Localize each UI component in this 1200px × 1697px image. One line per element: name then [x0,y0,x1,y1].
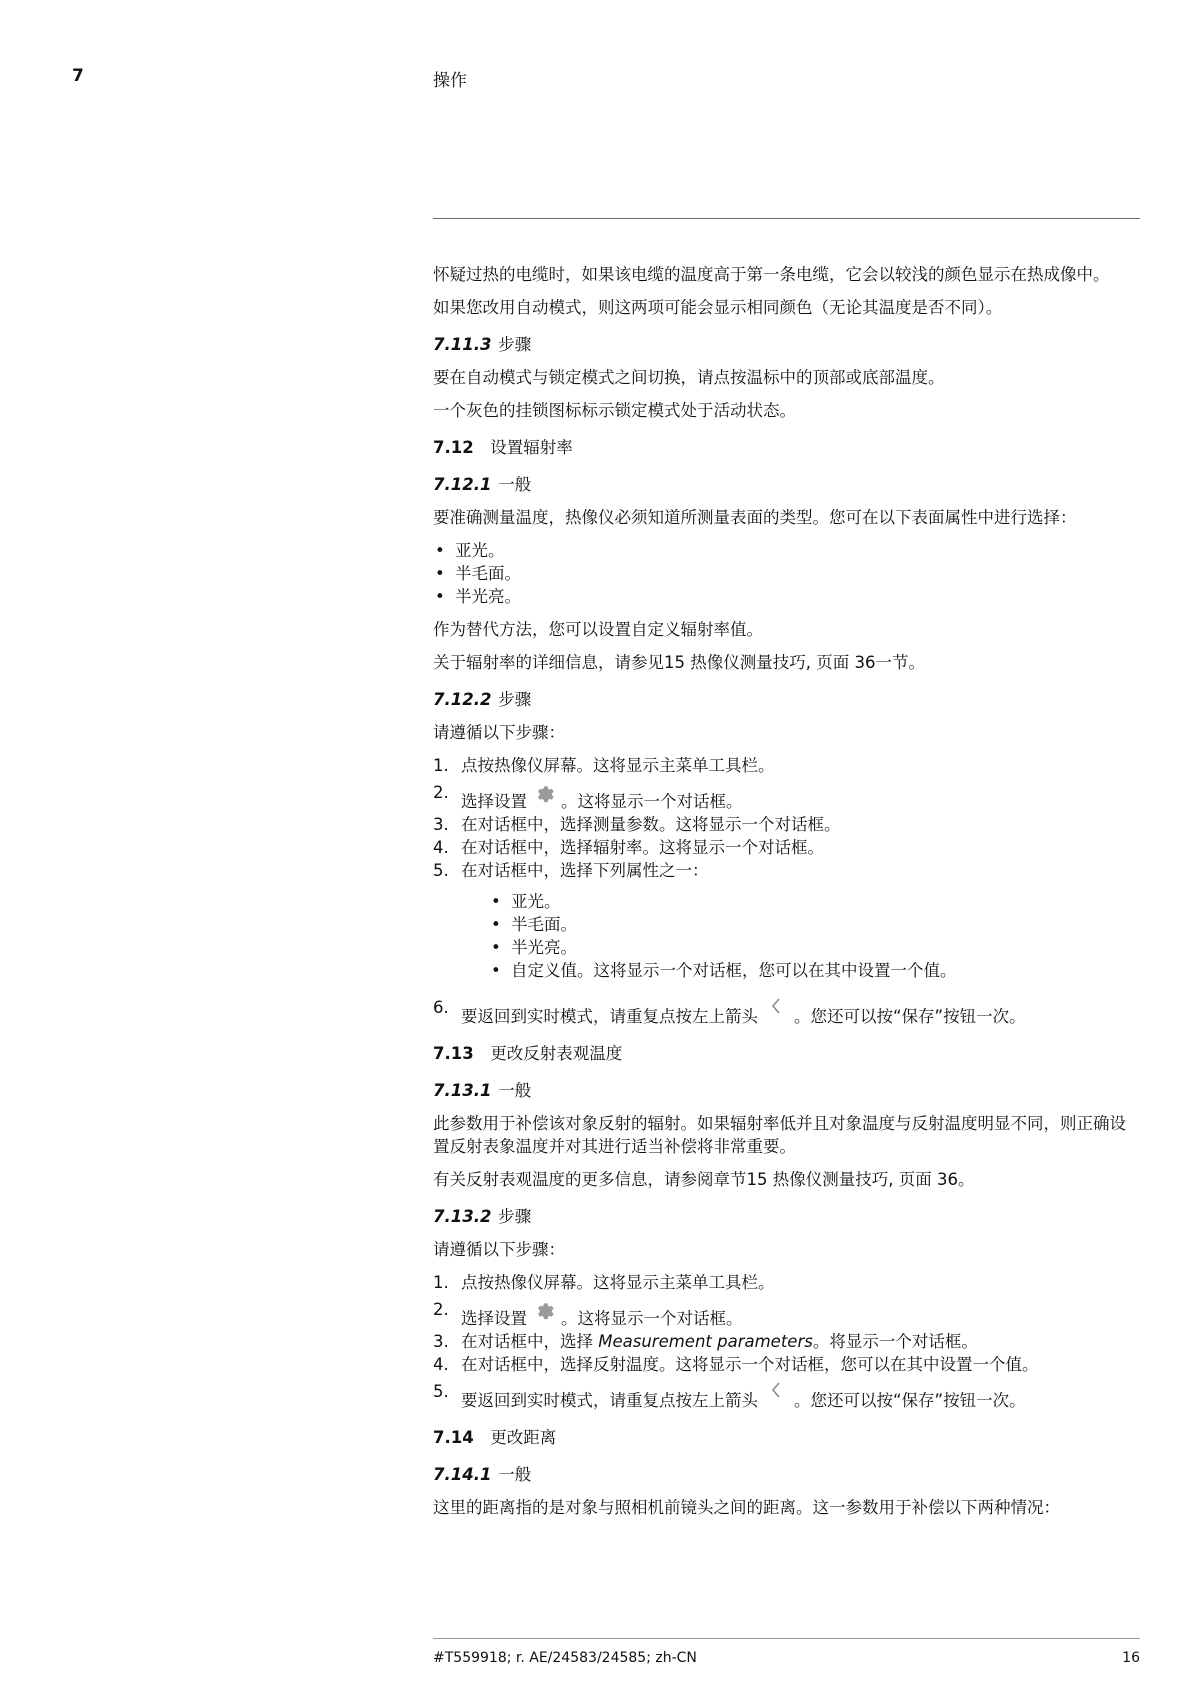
list-item: • 半光亮。 [489,936,1140,959]
step-text: 。您还可以按“保存”按钮一次。 [794,1007,1026,1026]
section-number: 7.13 [433,1044,474,1063]
section-number: 7.12.2 [433,690,492,709]
list-item: 2. 选择设置 。这将显示一个对话框。 [433,1300,743,1328]
section-heading-7-13 [433,1042,1140,1065]
chevron-left-icon [768,996,786,1016]
gear-icon [533,781,555,803]
list-item: 3. 在对话框中，选择测量参数。这将显示一个对话框。 [433,815,841,834]
paragraph: 此参数用于补偿该对象反射的辐射。如果辐射率低并且对象温度与反射温度明显不同，则正确设置反射表象温度并对其进行适当补偿将非常重要。 [433,1114,1126,1156]
chapter-number: 7 [72,66,84,86]
list-item: 1. 点按热像仪屏幕。这将显示主菜单工具栏。 [433,756,775,775]
section-heading-7-14 [433,1426,1140,1449]
list-item: 4. 在对话框中，选择反射温度。这将显示一个对话框，您可以在其中设置一个值。 [433,1355,1039,1374]
list-item: • 半光亮。 [433,585,1140,608]
section-title: 步骤 [498,1207,532,1226]
section-title: 更改距离 [490,1428,557,1447]
step-text: 。将显示一个对话框。 [812,1332,978,1351]
paragraph: 作为替代方法，您可以设置自定义辐射率值。 [433,620,763,639]
footer-divider [433,1638,1140,1639]
section-heading-7-13-2 [433,1205,1140,1228]
section-heading-7-11-3 [433,333,1140,356]
step-text: 。这将显示一个对话框。 [561,1309,743,1328]
step-list [433,754,1140,1028]
step-text: 点按热像仪屏幕。这将显示主菜单工具栏。 [461,1273,775,1292]
surface-property-list [433,539,1140,608]
paragraph: 一个灰色的挂锁图标标示锁定模式处于活动状态。 [433,401,796,420]
paragraph: 怀疑过热的电缆时，如果该电缆的温度高于第一条电缆，它会以较浅的颜色显示在热成像中。 [433,265,1110,284]
section-title: 一般 [498,1465,532,1484]
paragraph: 请遵循以下步骤： [433,1240,565,1259]
section-title: 步骤 [498,690,532,709]
header-divider [433,218,1140,219]
step-text-italic: Measurement parameters [598,1332,813,1351]
step-text: 在对话框中，选择辐射率。这将显示一个对话框。 [461,838,824,857]
paragraph: 关于辐射率的详细信息，请参见15 热像仪测量技巧, 页面 36一节。 [433,653,925,672]
list-item: • 亚光。 [489,890,1140,913]
paragraph: 要在自动模式与锁定模式之间切换，请点按温标中的顶部或底部温度。 [433,368,945,387]
section-number: 7.12.1 [433,475,492,494]
section-heading-7-12-1 [433,473,1140,496]
list-item: 6. 要返回到实时模式，请重复点按左上箭头 。您还可以按“保存”按钮一次。 [433,998,1026,1026]
step-text: 。这将显示一个对话框。 [561,792,743,811]
paragraph: 有关反射表观温度的更多信息，请参阅章节15 热像仪测量技巧, 页面 36。 [433,1170,975,1189]
section-title: 更改反射表观温度 [490,1044,623,1063]
gear-icon [533,1298,555,1320]
paragraph: 如果您改用自动模式，则这两项可能会显示相同颜色（无论其温度是否不同）。 [433,298,1003,317]
section-title: 一般 [498,475,532,494]
paragraph: 要准确测量温度，热像仪必须知道所测量表面的类型。您可在以下表面属性中进行选择： [433,508,1077,527]
step-text: 在对话框中，选择下列属性之一： [461,861,709,880]
section-number: 7.14 [433,1428,474,1447]
step-list [433,1271,1140,1412]
step-text: 选择设置 [461,792,527,811]
list-item: • 亚光。 [433,539,1140,562]
section-number: 7.13.1 [433,1081,492,1100]
chapter-title: 操作 [433,71,467,91]
list-item: • 半毛面。 [489,913,1140,936]
list-item: 3. 在对话框中，选择 Measurement parameters。将显示一个对话框。 [433,1332,978,1351]
list-item: 1. 点按热像仪屏幕。这将显示主菜单工具栏。 [433,1273,775,1292]
chevron-left-icon [768,1380,786,1400]
step-text: 选择设置 [461,1309,527,1328]
list-item: 2. 选择设置 。这将显示一个对话框。 [433,783,743,811]
section-number: 7.14.1 [433,1465,492,1484]
section-heading-7-12-2 [433,688,1140,711]
section-title: 设置辐射率 [490,438,573,457]
section-number: 7.11.3 [433,335,492,354]
step-text: 在对话框中，选择测量参数。这将显示一个对话框。 [461,815,841,834]
step-text: 在对话框中，选择反射温度。这将显示一个对话框，您可以在其中设置一个值。 [461,1355,1039,1374]
list-item: 5. 在对话框中，选择下列属性之一： • 亚光。 • 半毛面。 • 半光亮。 • 自定义值。这将显示一个对话框，您可以在其中设置一个值。 [433,859,1140,982]
property-options-list [461,890,1140,982]
paragraph: 请遵循以下步骤： [433,723,565,742]
section-heading-7-14-1 [433,1463,1140,1486]
page-content [433,263,1140,1529]
list-item: 4. 在对话框中，选择辐射率。这将显示一个对话框。 [433,838,824,857]
step-text: 。您还可以按“保存”按钮一次。 [794,1391,1026,1410]
step-text: 要返回到实时模式，请重复点按左上箭头 [461,1007,758,1026]
section-number: 7.12 [433,438,474,457]
section-number: 7.13.2 [433,1207,492,1226]
section-title: 一般 [498,1081,532,1100]
step-text: 点按热像仪屏幕。这将显示主菜单工具栏。 [461,756,775,775]
list-item: 5. 要返回到实时模式，请重复点按左上箭头 。您还可以按“保存”按钮一次。 [433,1382,1026,1410]
list-item: • 自定义值。这将显示一个对话框，您可以在其中设置一个值。 [489,959,1140,982]
step-text: 要返回到实时模式，请重复点按左上箭头 [461,1391,758,1410]
page-number: 16 [1122,1650,1140,1666]
paragraph: 这里的距离指的是对象与照相机前镜头之间的距离。这一参数用于补偿以下两种情况： [433,1498,1060,1517]
section-heading-7-12 [433,436,1140,459]
section-heading-7-13-1 [433,1079,1140,1102]
step-text: 在对话框中，选择 [461,1332,599,1351]
section-title: 步骤 [498,335,532,354]
document-reference: #T559918; r. AE/24583/24585; zh-CN [433,1650,697,1666]
list-item: • 半毛面。 [433,562,1140,585]
